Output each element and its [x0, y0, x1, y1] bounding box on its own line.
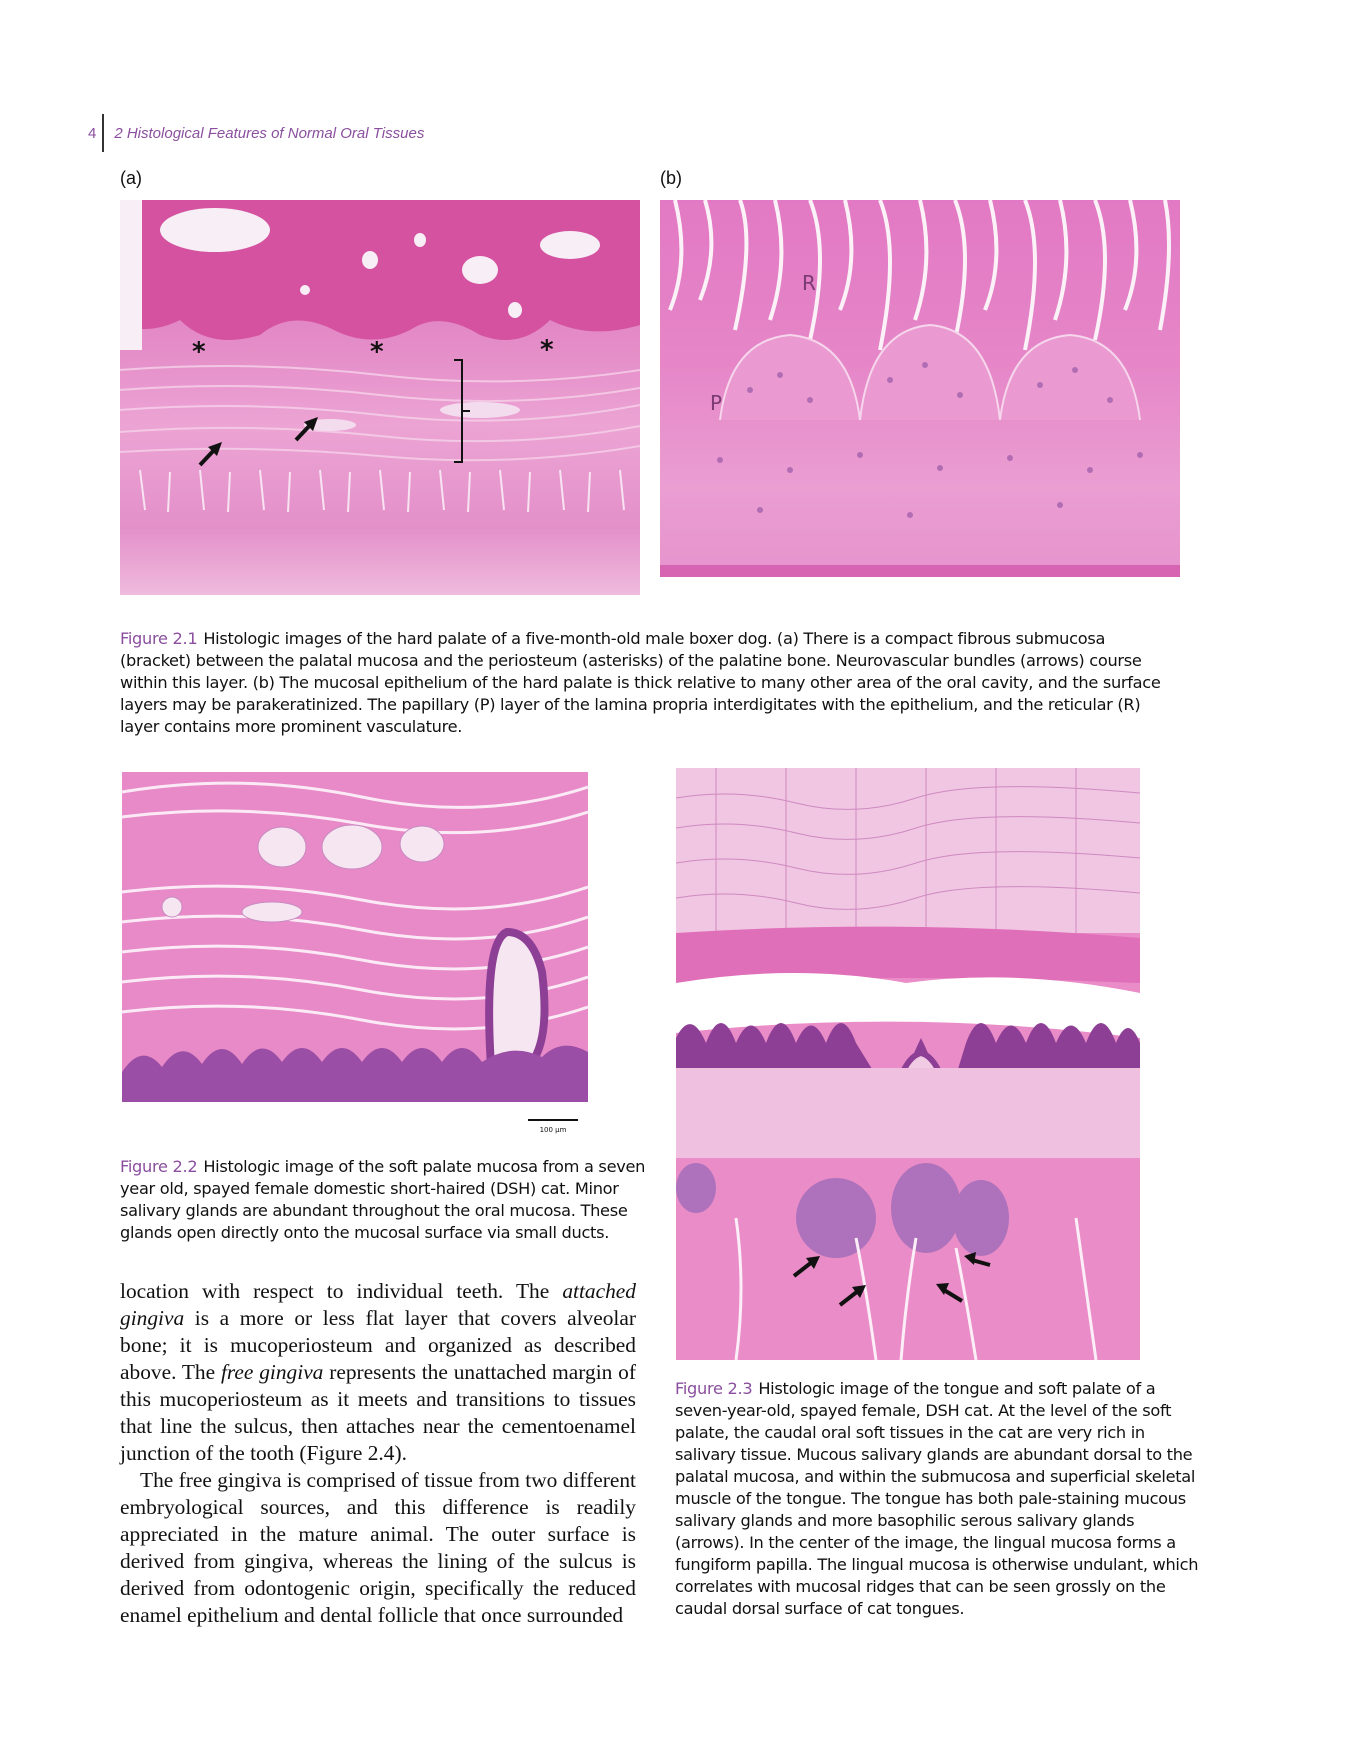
running-title: 2 Histological Features of Normal Oral Tissues [114, 124, 425, 142]
figure-2-1-caption-text: Histologic images of the hard palate of a five-month-old male boxer dog. (a) There is a compact fibrous submucosa (bracket) between the palatal mucosa and the periosteum (asterisks) of the palatine bone. Neurovascular bundles (arrows) course within this layer. (b) The mucosal epithelium of the hard palate is thick relative to many other area of the oral cavity, and the surface layers may be parakeratinized. The papillary (P) layer of the lamina propria interdigitates with the epithelium, and the reticular (R) layer contains more prominent vasculature. [120, 629, 1161, 736]
body-text-run: is a more or less flat layer that covers alveolar bone; it is mucoperiosteum and organized as described above. The [120, 1306, 636, 1384]
figure-2-2-micrograph [122, 772, 588, 1138]
papillary-layer-marker: P [710, 391, 723, 415]
body-text-run: location with respect to individual teeth. The [120, 1279, 563, 1303]
figure-2-3-caption [675, 1378, 1200, 1620]
body-text-run: represents the unattached margin of this mucoperiosteum as it meets and transitions to tissues that line the sulcus, then attaches near the cementoenamel junction of the tooth (Figure 2.4). [120, 1360, 636, 1465]
figure-2-1-panel-b-label: (b) [660, 168, 682, 188]
figure-2-3-label: Figure 2.3 [675, 1379, 753, 1398]
figure-2-1b-micrograph [660, 200, 1180, 610]
figure-2-3-micrograph [676, 768, 1140, 1360]
body-paragraph-1 [120, 1278, 636, 1467]
asterisk-marker: * [192, 337, 206, 367]
page-number: 4 [88, 124, 97, 142]
figure-2-3-caption-text: Histologic image of the tongue and soft palate of a seven-year-old, spayed female, DSH cat. At the level of the soft palate, the caudal oral soft tissues in the cat are very rich in salivary tissue. Mucous salivary glands are abundant dorsal to the palatal mucosa, and within the submucosa and superficial skeletal muscle of the tongue. The tongue has both pale-staining mucous salivary glands and more basophilic serous salivary glands (arrows). In the center of the image, the lingual mucosa forms a fungiform papilla. The lingual mucosa is otherwise undulant, which correlates with mucosal ridges that can be seen grossly on the caudal dorsal surface of cat tongues. [675, 1379, 1199, 1618]
scale-bar-label: 100 µm [539, 1126, 567, 1134]
asterisk-marker: * [370, 337, 384, 367]
figure-2-1a-micrograph [120, 200, 640, 610]
figure-2-1-caption [120, 628, 1180, 738]
term-free-gingiva: free gingiva [220, 1360, 324, 1384]
asterisk-marker: * [540, 335, 554, 365]
figure-2-2-label: Figure 2.2 [120, 1157, 198, 1176]
figure-2-1-label: Figure 2.1 [120, 629, 198, 648]
figure-2-2-caption [120, 1156, 648, 1244]
reticular-layer-marker: R [802, 271, 816, 295]
running-header [88, 116, 424, 150]
body-paragraph-2: The free gingiva is comprised of tissue from two different embryological sources, and this difference is readily appreciated in the mature animal. The outer surface is derived from gingiva, whereas the lining of the sulcus is derived from odontogenic origin, specifically the reduced enamel epithelium and dental follicle that once surrounded [120, 1468, 636, 1627]
figure-2-1-panel-a-label: (a) [120, 168, 142, 188]
figure-2-2-caption-text: Histologic image of the soft palate mucosa from a seven year old, spayed female domestic short-haired (DSH) cat. Minor salivary glands are abundant throughout the oral mucosa. These glands open directly onto the mucosal surface via small ducts. [120, 1157, 646, 1242]
header-divider [102, 114, 104, 152]
body-text-column [120, 1278, 636, 1629]
term-attached-gingiva: attached gingiva [120, 1279, 636, 1330]
